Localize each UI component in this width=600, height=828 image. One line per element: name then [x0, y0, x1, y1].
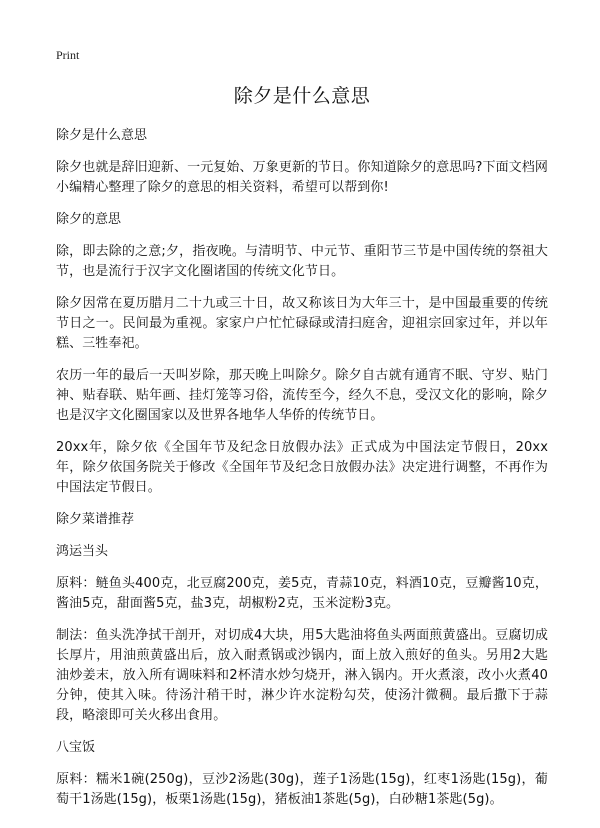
recipe-heading: 鸿运当头: [56, 544, 109, 559]
recipe-method: 制法：鱼头洗净拭干剖开，对切成4大块，用5大匙油将鱼头两面煎黄盛出。豆腐切成长厚片，用油煎黄盛出后，放入耐煮锅或沙锅内，面上放入煎好的鱼头。另用2大匙油炒姜末，放入所有调味料和2杯清水炒匀烧开，淋入锅内。开火煮滚，改小火煮40分钟，使其入味。待汤汁稍干时，淋少许水淀粉勾芡，使汤汁微稠。最后撒下于蒜段，略滚即可关火移出食用。: [56, 628, 548, 723]
recipe-ingredients: 原料：鲢鱼头400克，北豆腐200克，姜5克，青蒜10克，料酒10克，豆瓣酱10克，酱油5克，甜面酱5克，盐3克，胡椒粉2克，玉米淀粉3克。: [56, 576, 548, 611]
page-title: 除夕是什么意思: [233, 85, 371, 107]
paragraph: 除夕也就是辞旧迎新、一元复始、万象更新的节日。你知道除夕的意思吗?下面文档网小编精心整理了除夕的意思的相关资料，希望可以帮到你!: [56, 160, 548, 195]
section-heading: 除夕是什么意思: [56, 128, 148, 143]
print-link[interactable]: Print: [56, 48, 80, 62]
paragraph: 农历一年的最后一天叫岁除，那天晚上叫除夕。除夕自古就有通宵不眠、守岁、贴门神、贴春联、贴年画、挂灯笼等习俗，流传至今，经久不息，受汉文化的影响，除夕也是汉字文化圈国家以及世界各地华人华侨的传统节日。: [56, 368, 548, 423]
section-meaning-intro: [56, 126, 548, 198]
paragraph: 除夕因常在夏历腊月二十九或三十日，故又称该日为大年三十，是中国最重要的传统节日之一。民间最为重视。家家户户忙忙碌碌或清扫庭舍，迎祖宗回家过年，并以年糕、三牲奉祀。: [56, 296, 548, 351]
paragraph: 除，即去除的之意;夕，指夜晚。与清明节、中元节、重阳节三节是中国传统的祭祖大节，也是流行于汉字文化圈诸国的传统文化节日。: [56, 244, 548, 279]
paragraph: 20xx年，除夕依《全国年节及纪念日放假办法》正式成为中国法定节假日，20xx年，除夕依国务院关于修改《全国年节及纪念日放假办法》决定进行调整，不再作为中国法定节假日。: [56, 440, 548, 495]
recipe-heading: 八宝饭: [56, 740, 96, 755]
recipe-ingredients: 原料：糯米1碗(250g)，豆沙2汤匙(30g)，莲子1汤匙(15g)，红枣1汤匙(15g)，葡萄干1汤匙(15g)，板栗1汤匙(15g)，猪板油1茶匙(5g)，白砂糖1茶匙(5g)。: [56, 772, 548, 807]
section-recipe-hongyun: [56, 542, 548, 726]
section-recipes: [56, 510, 548, 530]
section-meaning: [56, 210, 548, 498]
section-heading: 除夕菜谱推荐: [56, 512, 135, 527]
section-recipe-babaofan: [56, 738, 548, 810]
section-heading: 除夕的意思: [56, 212, 122, 227]
